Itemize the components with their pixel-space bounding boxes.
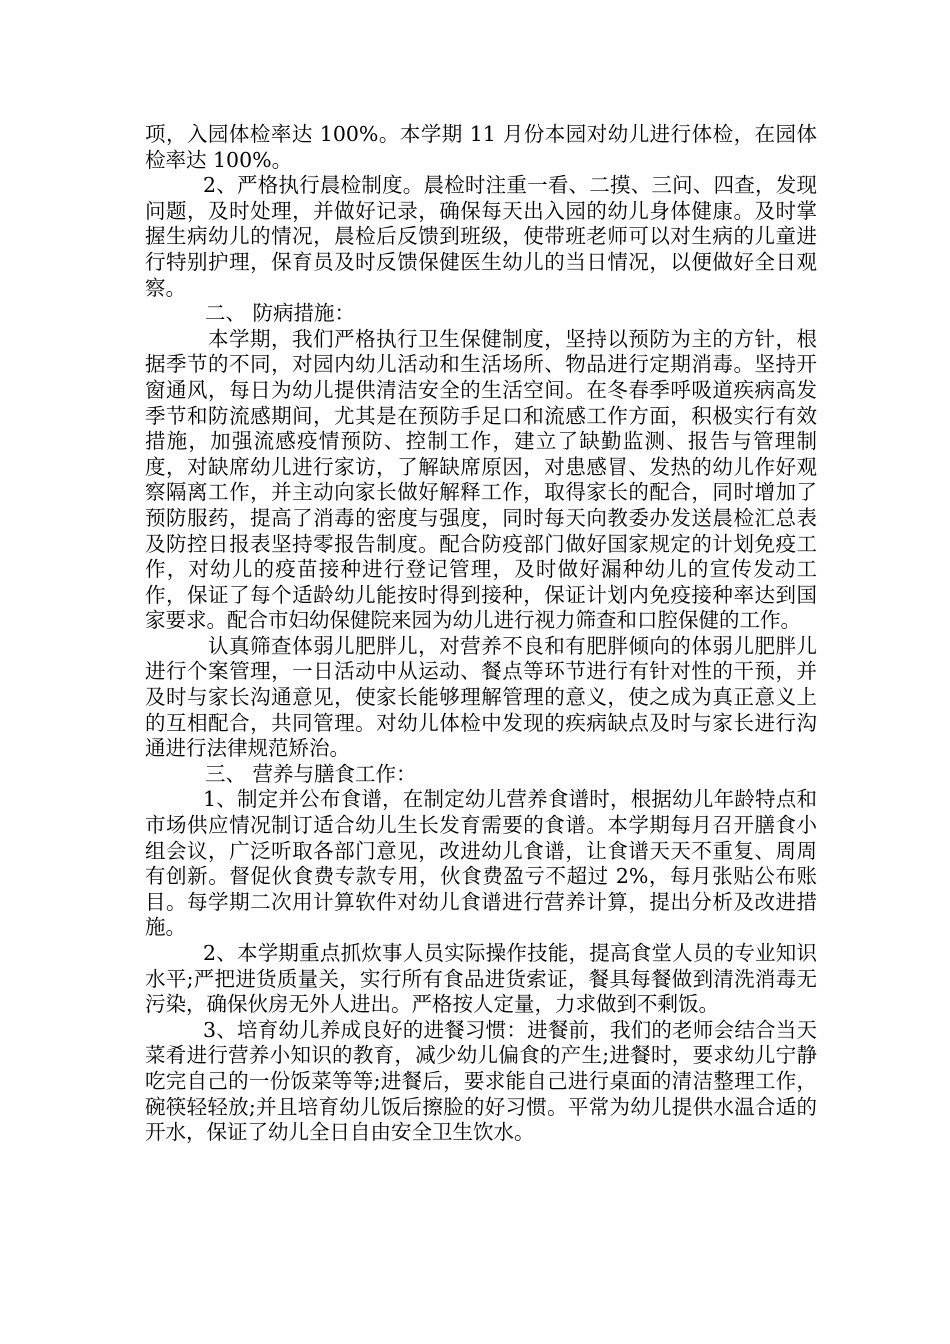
document-body [145, 122, 817, 1146]
paragraph-prevention-measures: 本学期，我们严格执行卫生保健制度，坚持以预防为主的方针，根据季节的不同，对园内幼儿活动和生活场所、物品进行定期消毒。坚持开窗通风，每日为幼儿提供清洁安全的生活空间。在冬春季呼吸道疾病高发季节和防流感期间，尤其是在预防手足口和流感工作方面，积极实行有效措施，加强流感疫情预防、控制工作，建立了缺勤监测、报告与管理制度，对缺席幼儿进行家访，了解缺席原因，对患感冒、发热的幼儿作好观察隔离工作，并主动向家长做好解释工作，取得家长的配合，同时增加了预防服药，提高了消毒的密度与强度，同时每天向教委办发送晨检汇总表及防控日报表坚持零报告制度。配合防疫部门做好国家规定的计划免疫工作，对幼儿的疫苗接种进行登记管理，及时做好漏种幼儿的宣传发动工作，保证了每个适龄幼儿能按时得到接种，保证计划内免疫接种率达到国家要求。配合市妇幼保健院来园为幼儿进行视力筛查和口腔保健的工作。 [145, 326, 817, 633]
paragraph-morning-check: 2、严格执行晨检制度。晨检时注重一看、二摸、三问、四查，发现问题，及时处理，并做好记录，确保每天出入园的幼儿身体健康。及时掌握生病幼儿的情况，晨检后反馈到班级，使带班老师可以对生病的儿童进行特别护理，保育员及时反馈保健医生幼儿的当日情况，以便做好全日观察。 [145, 173, 817, 300]
section-heading-disease-prevention: 二、 防病措施： [205, 301, 356, 326]
paragraph-recipes: 1、制定并公布食谱，在制定幼儿营养食谱时，根据幼儿年龄特点和市场供应情况制订适合幼儿生长发育需要的食谱。本学期每月召开膳食小组会议，广泛听取各部门意见，改进幼儿食谱，让食谱天天不重复、周周有创新。督促伙食费专款专用，伙食费盈亏不超过 2%，每月张贴公布账目。每学期二次用计算软件对幼儿食谱进行营养计算，提出分析及改进措施。 [145, 787, 817, 940]
paragraph-weak-obese-children: 认真筛查体弱儿肥胖儿，对营养不良和有肥胖倾向的体弱儿肥胖儿进行个案管理，一日活动中从运动、餐点等环节进行有针对性的干预，并及时与家长沟通意见，使家长能够理解管理的意义，使之成为真正意义上的互相配合，共同管理。对幼儿体检中发现的疾病缺点及时与家长进行沟通进行法律规范矫治。 [145, 633, 817, 761]
paragraph-checkup-rate: 项，入园体检率达 100%。本学期 11 月份本园对幼儿进行体检，在园体检率达 100%。 [145, 122, 817, 172]
paragraph-kitchen-staff: 2、本学期重点抓炊事人员实际操作技能，提高食堂人员的专业知识水平;严把进货质量关，实行所有食品进货索证，餐具每餐做到清洗消毒无污染，确保伙房无外人进出。严格按人定量，力求做到不剩饭。 [145, 941, 817, 1017]
paragraph-eating-habits: 3、培育幼儿养成良好的进餐习惯：进餐前，我们的老师会结合当天菜肴进行营养小知识的教育，减少幼儿偏食的产生;进餐时，要求幼儿宁静吃完自己的一份饭菜等等;进餐后，要求能自己进行桌面的清洁整理工作，碗筷轻轻放;并且培育幼儿饭后擦脸的好习惯。平常为幼儿提供水温合适的开水，保证了幼儿全日自由安全卫生饮水。 [145, 1017, 817, 1145]
section-heading-nutrition: 三、 营养与膳食工作： [205, 761, 417, 786]
